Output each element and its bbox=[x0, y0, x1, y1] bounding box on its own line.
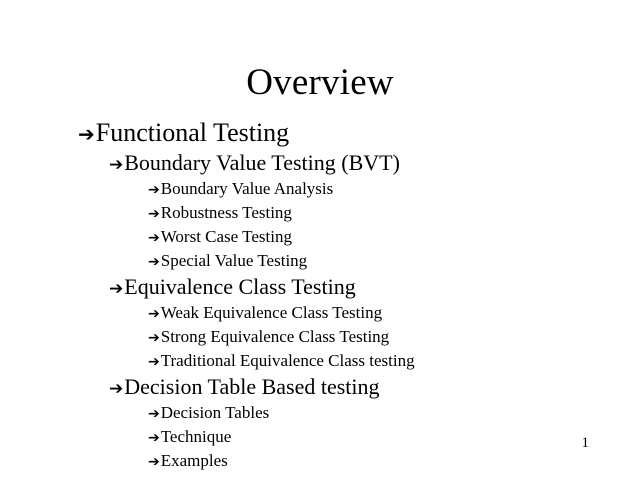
arrow-bullet-icon: ➔ bbox=[148, 182, 160, 198]
list-item bbox=[148, 325, 623, 349]
list-item-label: Strong Equivalence Class Testing bbox=[160, 327, 390, 346]
list-item bbox=[148, 349, 623, 373]
list-item bbox=[148, 249, 623, 273]
list-item bbox=[148, 177, 623, 201]
list-item-label: Decision Table Based testing bbox=[124, 374, 380, 399]
list-item bbox=[148, 225, 623, 249]
list-item bbox=[109, 149, 623, 177]
arrow-bullet-icon: ➔ bbox=[109, 379, 124, 399]
arrow-bullet-icon: ➔ bbox=[148, 354, 160, 370]
arrow-bullet-icon: ➔ bbox=[148, 254, 160, 270]
list-item bbox=[148, 449, 623, 473]
list-item bbox=[148, 201, 623, 225]
arrow-bullet-icon: ➔ bbox=[148, 430, 160, 446]
arrow-bullet-icon: ➔ bbox=[148, 406, 160, 422]
list-item-label: Worst Case Testing bbox=[160, 227, 292, 246]
list-item bbox=[109, 273, 623, 301]
list-item-label: Equivalence Class Testing bbox=[124, 274, 356, 299]
list-item bbox=[148, 401, 623, 425]
list-item bbox=[78, 118, 623, 148]
list-item-label: Robustness Testing bbox=[160, 203, 292, 222]
arrow-bullet-icon: ➔ bbox=[148, 306, 160, 322]
list-item-label: Decision Tables bbox=[160, 403, 270, 422]
list-item-label: Boundary Value Analysis bbox=[160, 179, 334, 198]
arrow-bullet-icon: ➔ bbox=[148, 206, 160, 222]
list-item bbox=[148, 301, 623, 325]
outline-list bbox=[78, 118, 623, 473]
list-item-label: Examples bbox=[160, 451, 228, 470]
list-item bbox=[109, 373, 623, 401]
arrow-bullet-icon: ➔ bbox=[109, 155, 124, 175]
list-item-label: Technique bbox=[160, 427, 232, 446]
page-title: Overview bbox=[246, 62, 394, 103]
list-item-label: Weak Equivalence Class Testing bbox=[160, 303, 383, 322]
list-item bbox=[148, 425, 623, 449]
list-item-label: Boundary Value Testing (BVT) bbox=[124, 150, 400, 175]
list-item-label: Traditional Equivalence Class testing bbox=[160, 351, 415, 370]
arrow-bullet-icon: ➔ bbox=[148, 230, 160, 246]
arrow-bullet-icon: ➔ bbox=[148, 330, 160, 346]
arrow-bullet-icon: ➔ bbox=[148, 454, 160, 470]
arrow-bullet-icon: ➔ bbox=[78, 122, 95, 146]
arrow-bullet-icon: ➔ bbox=[109, 279, 124, 299]
list-item-label: Special Value Testing bbox=[160, 251, 308, 270]
list-item-label: Functional Testing bbox=[95, 118, 290, 147]
page-number: 1 bbox=[581, 435, 589, 451]
